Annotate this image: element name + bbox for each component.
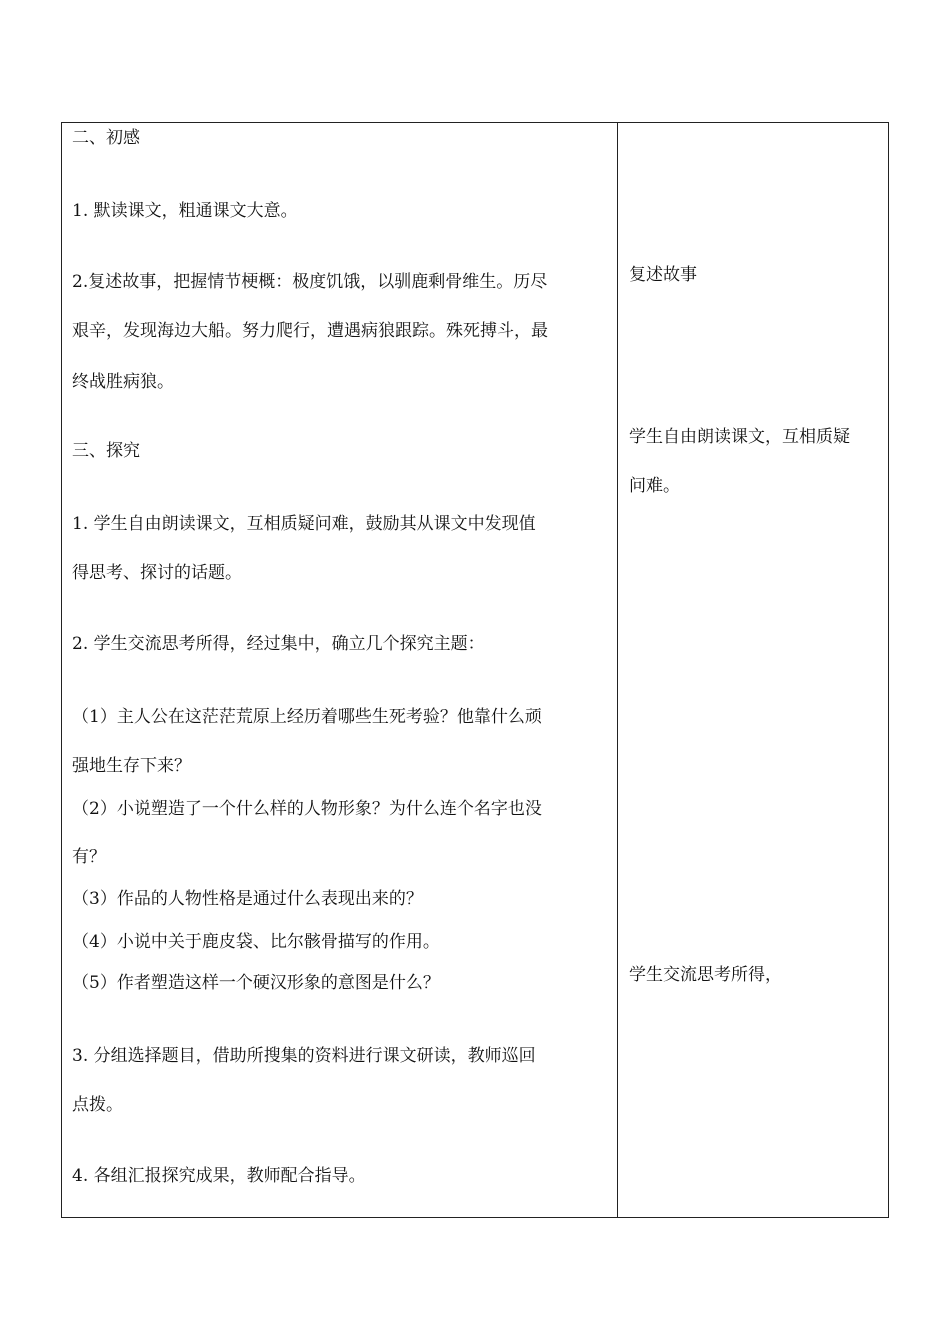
activity-note: 复述故事 bbox=[629, 265, 697, 285]
section-heading: 二、初感 bbox=[72, 128, 140, 148]
list-item-continuation: 点拨。 bbox=[72, 1095, 123, 1115]
topic-item-continuation: 有？ bbox=[72, 847, 106, 867]
list-item: 2.复述故事，把握情节梗概：极度饥饿，以驯鹿剩骨维生。历尽 bbox=[72, 272, 548, 292]
section-heading: 三、探究 bbox=[72, 441, 140, 461]
list-item: 2. 学生交流思考所得，经过集中，确立几个探究主题： bbox=[72, 634, 485, 654]
topic-item-continuation: 强地生存下来？ bbox=[72, 756, 191, 776]
list-item-continuation: 艰辛，发现海边大船。努力爬行，遭遇病狼跟踪。殊死搏斗，最 bbox=[72, 321, 548, 341]
list-item: 1. 学生自由朗读课文，互相质疑问难，鼓励其从课文中发现值 bbox=[72, 514, 536, 534]
list-item-continuation: 得思考、探讨的话题。 bbox=[72, 563, 242, 583]
column-divider bbox=[617, 122, 618, 1218]
topic-item: （5）作者塑造这样一个硬汉形象的意图是什么？ bbox=[72, 973, 440, 993]
activity-note: 学生自由朗读课文，互相质疑 bbox=[629, 427, 850, 447]
list-item-continuation: 终战胜病狼。 bbox=[72, 372, 174, 392]
topic-item: （2）小说塑造了一个什么样的人物形象？为什么连个名字也没 bbox=[72, 799, 542, 819]
activity-note: 学生交流思考所得， bbox=[629, 965, 782, 985]
activity-note-continuation: 问难。 bbox=[629, 476, 680, 496]
list-item: 1. 默读课文，粗通课文大意。 bbox=[72, 201, 298, 221]
list-item: 4. 各组汇报探究成果，教师配合指导。 bbox=[72, 1166, 366, 1186]
topic-item: （4）小说中关于鹿皮袋、比尔骸骨描写的作用。 bbox=[72, 932, 440, 952]
topic-item: （3）作品的人物性格是通过什么表现出来的？ bbox=[72, 889, 423, 909]
topic-item: （1）主人公在这茫茫荒原上经历着哪些生死考验？他靠什么顽 bbox=[72, 707, 542, 727]
list-item: 3. 分组选择题目，借助所搜集的资料进行课文研读，教师巡回 bbox=[72, 1046, 536, 1066]
